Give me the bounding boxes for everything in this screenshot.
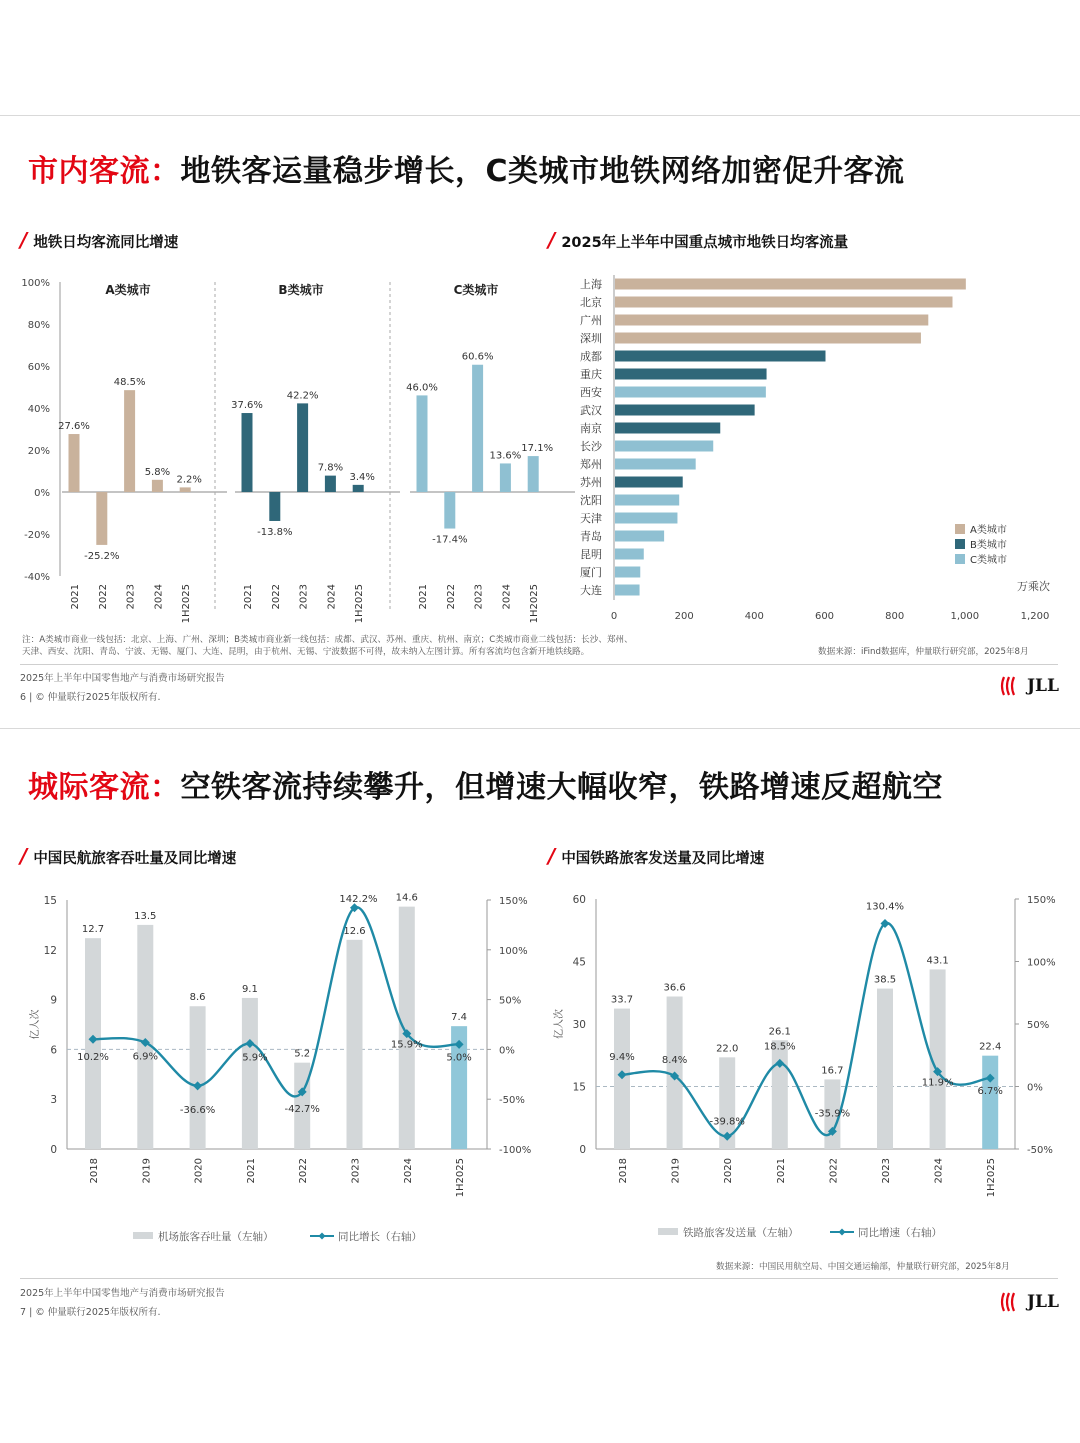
bar [500, 463, 511, 492]
x-tick-label: 2024 [326, 584, 338, 610]
city-label: 沈阳 [580, 494, 602, 507]
bar [982, 1056, 998, 1149]
bar [399, 907, 415, 1149]
x-tick-label: 1H2025 [354, 584, 366, 624]
legend-line-label: 同比增速（右轴） [858, 1227, 942, 1239]
bar [353, 485, 364, 492]
bar [615, 495, 679, 506]
right-tick-label: 50% [1027, 1020, 1050, 1031]
legend-line-label: 同比增长（右轴） [338, 1231, 422, 1243]
y-tick-label: 0% [34, 488, 50, 499]
bar [297, 403, 308, 492]
bar-value-label: 13.5 [134, 910, 157, 922]
x-tick-label: 2018 [618, 1158, 629, 1184]
line-value-label: 18.5% [763, 1041, 796, 1053]
bar [269, 492, 280, 521]
page1-source: 数据来源：iFind数据库，仲量联行研究部，2025年8月 [818, 647, 1029, 657]
bar [615, 405, 755, 416]
bar [472, 365, 483, 492]
line-value-label: 9.4% [609, 1051, 635, 1063]
data-label: 37.6% [231, 400, 263, 412]
railway-title-text: 中国铁路旅客发送量及同比增速 [561, 851, 765, 867]
x-tick-label: 2024 [501, 584, 513, 610]
legend-bar-label: 铁路旅客发送量（左轴） [683, 1227, 799, 1239]
data-label: 3.4% [349, 471, 375, 483]
x-tick-label: 1H2025 [455, 1158, 467, 1198]
x-tick-label: 2019 [141, 1158, 153, 1184]
railway-chart-title [548, 844, 764, 868]
page2-title [28, 762, 943, 806]
right-tick-label: -100% [499, 1145, 532, 1156]
y-axis-title: 亿人次 [554, 1009, 565, 1039]
bar [190, 1006, 206, 1149]
bar [124, 390, 135, 492]
bar-value-label: 26.1 [768, 1026, 791, 1038]
x-tick-label: 200 [674, 611, 694, 622]
metro-growth-title-text: 地铁日均客流同比增速 [33, 235, 179, 251]
bar [615, 441, 713, 452]
bar [615, 369, 767, 380]
x-tick-label: 1H2025 [181, 584, 193, 624]
bar-value-label: 38.5 [873, 974, 897, 986]
y-tick-label: 60% [27, 362, 50, 373]
x-tick-label: 1,200 [1020, 611, 1050, 622]
bar [615, 531, 664, 542]
bar [180, 487, 191, 492]
bar [615, 279, 966, 290]
x-tick-label: 0 [610, 611, 618, 622]
x-tick-label: 1,000 [950, 611, 980, 622]
x-tick-label: 2024 [153, 584, 165, 610]
bar [772, 1040, 788, 1149]
city-label: 成都 [580, 350, 602, 363]
bar-value-label: 12.6 [343, 925, 366, 937]
bar [242, 413, 253, 492]
page2-footer-divider [20, 1278, 1058, 1279]
metro-volume-chart [545, 265, 1065, 630]
bar-value-label: 36.6 [663, 982, 686, 994]
bar-value-label: 9.1 [241, 983, 258, 995]
data-label: 48.5% [113, 377, 146, 389]
city-label: 南京 [580, 422, 602, 435]
y-tick-label: 20% [27, 446, 50, 457]
left-tick-label: 45 [572, 956, 586, 969]
data-label: -25.2% [84, 550, 120, 562]
line-value-label: -35.9% [814, 1108, 851, 1120]
page-separator [0, 728, 1080, 729]
bar [615, 423, 720, 434]
x-tick-label: 2022 [828, 1158, 840, 1184]
slash-icon: / [20, 228, 28, 252]
bar-value-label: 8.6 [189, 992, 206, 1004]
page2-source: 数据来源：中国民用航空局、中国交通运输部，仲量联行研究部，2025年8月 [716, 1262, 1010, 1272]
page1-top-divider [0, 115, 1080, 116]
x-tick-label: 2018 [89, 1158, 100, 1184]
bar [137, 925, 153, 1149]
x-tick-label: 2024 [933, 1158, 945, 1184]
data-label: 5.8% [144, 466, 171, 478]
data-label: 17.1% [521, 443, 554, 455]
line-value-label: 11.9% [921, 1077, 954, 1089]
right-tick-label: 50% [499, 995, 522, 1007]
y-tick-label: 100% [21, 278, 50, 289]
x-tick-label: 2022 [97, 584, 109, 610]
data-label: 42.2% [286, 390, 319, 402]
x-tick-label: 2023 [298, 584, 310, 610]
x-tick-label: 2024 [402, 1158, 414, 1184]
bar [615, 459, 696, 470]
x-tick-label: 2023 [350, 1158, 362, 1184]
panel-title: C类城市 [453, 283, 499, 297]
bar [615, 585, 640, 596]
city-label: 深圳 [580, 332, 602, 345]
bar [615, 351, 826, 362]
left-tick-label: 6 [50, 1044, 57, 1057]
slash-icon: / [20, 844, 28, 868]
bar-value-label: 12.7 [81, 924, 105, 936]
left-tick-label: 15 [572, 1081, 586, 1094]
data-label: 27.6% [58, 421, 90, 433]
legend-label: B类城市 [970, 540, 1007, 551]
page1-note-line1: 注：A类城市商业一线包括：北京、上海、广州、深圳；B类城市商业新一线包括：成都、武汉、苏州、重庆、杭州、南京；C类城市商业二线包括：长沙、郑州、 [22, 635, 633, 645]
city-label: 昆明 [580, 548, 602, 561]
city-label: 郑州 [580, 458, 602, 471]
legend-label: A类城市 [970, 525, 1007, 536]
legend-bar-swatch [133, 1232, 153, 1239]
data-label: 7.8% [317, 462, 344, 474]
legend-bar-label: 机场旅客吞吐量（左轴） [158, 1231, 274, 1243]
line-value-label: 142.2% [339, 893, 378, 905]
city-label: 上海 [580, 278, 602, 291]
bar-value-label: 5.2 [294, 1048, 311, 1060]
x-tick-label: 2021 [245, 1158, 257, 1184]
line-value-label: 10.2% [77, 1052, 109, 1064]
bar-value-label: 22.4 [979, 1041, 1002, 1053]
metro-growth-chart-title [20, 228, 178, 252]
bar [152, 480, 163, 492]
x-tick-label: 2022 [445, 584, 457, 610]
city-label: 武汉 [580, 404, 602, 417]
panel-title: B类城市 [278, 283, 324, 297]
right-tick-label: 0% [499, 1045, 515, 1057]
city-label: 青岛 [580, 530, 602, 543]
bar [615, 333, 921, 344]
right-tick-label: 150% [1027, 895, 1056, 906]
data-label: 60.6% [461, 351, 494, 363]
page2-title-text: 空铁客流持续攀升，但增速大幅收窄，铁路增速反超航空 [180, 770, 943, 805]
page2-jll-logo [1000, 1291, 1059, 1313]
line-value-label: 8.4% [661, 1055, 688, 1066]
page1-jll-logo [1000, 675, 1059, 697]
x-tick-label: 2023 [473, 584, 485, 610]
bar [615, 567, 640, 578]
page1-title-highlight: 市内客流： [28, 154, 181, 189]
bar [615, 513, 677, 524]
y-axis-title: 亿人次 [30, 1009, 41, 1040]
bar [347, 940, 363, 1149]
bar-value-label: 22.0 [716, 1043, 739, 1055]
bar [615, 477, 683, 488]
data-label: -17.4% [432, 534, 468, 546]
metro-volume-chart-title [548, 228, 848, 252]
left-tick-label: 15 [43, 895, 57, 907]
unit-label: 万乘次 [1017, 580, 1050, 593]
legend-bar-swatch [658, 1228, 678, 1235]
left-tick-label: 0 [579, 1144, 586, 1156]
page2-footer-report: 2025年上半年中国零售地产与消费市场研究报告 [20, 1288, 225, 1299]
bar [444, 492, 455, 529]
legend-swatch [955, 524, 965, 534]
right-tick-label: 100% [499, 945, 528, 957]
x-tick-label: 2021 [775, 1158, 787, 1184]
x-tick-label: 2021 [418, 584, 429, 610]
city-label: 北京 [580, 296, 602, 309]
page1-footer-divider [20, 664, 1058, 665]
legend-swatch [955, 539, 965, 549]
line-value-label: 15.9% [390, 1039, 423, 1051]
x-tick-label: 400 [744, 611, 764, 622]
page1-footer-copyright: 6 | © 仲量联行2025年版权所有. [20, 692, 161, 703]
x-tick-label: 2023 [125, 584, 137, 610]
city-label: 天津 [580, 512, 602, 525]
line-value-label: -36.6% [179, 1104, 216, 1116]
y-tick-label: -20% [24, 530, 50, 541]
left-tick-label: 0 [50, 1144, 57, 1156]
page1-logo-text: JLL [1027, 676, 1059, 696]
y-tick-label: 40% [27, 404, 50, 415]
bar [528, 456, 539, 492]
legend-label: C类城市 [970, 555, 1007, 566]
x-tick-label: 2021 [70, 584, 81, 610]
bar [69, 434, 80, 492]
aviation-chart [0, 880, 545, 1255]
page1-title [28, 146, 905, 190]
y-tick-label: -40% [24, 572, 50, 583]
right-tick-label: 150% [499, 896, 528, 907]
bar [615, 549, 644, 560]
line-value-label: 130.4% [865, 901, 905, 913]
city-label: 大连 [580, 584, 602, 597]
legend-line-marker [839, 1229, 846, 1236]
city-label: 西安 [580, 386, 602, 399]
city-label: 苏州 [580, 476, 602, 489]
line-value-label: 6.7% [977, 1086, 1003, 1098]
x-tick-label: 600 [814, 611, 835, 622]
legend-swatch [955, 554, 965, 564]
bar [325, 476, 336, 492]
x-tick-label: 2019 [670, 1158, 682, 1184]
right-tick-label: -50% [499, 1095, 525, 1107]
jll-logo-icon [1000, 675, 1024, 697]
right-tick-label: -50% [1027, 1145, 1053, 1156]
x-tick-label: 2020 [193, 1158, 205, 1184]
y-tick-label: 80% [27, 320, 50, 331]
x-tick-label: 1H2025 [986, 1158, 998, 1198]
bar [615, 315, 928, 326]
data-label: 46.0% [406, 382, 438, 394]
metro-growth-chart [0, 265, 554, 625]
bar [96, 492, 107, 545]
right-tick-label: 100% [1027, 957, 1056, 969]
page1-note [22, 634, 633, 658]
line-value-label: 5.0% [446, 1052, 472, 1064]
page2-title-highlight: 城际客流： [28, 770, 181, 805]
page1-title-text: 地铁客运量稳步增长，C类城市地铁网络加密促升客流 [180, 154, 905, 189]
left-tick-label: 30 [572, 1019, 586, 1031]
bar-value-label: 33.7 [610, 994, 634, 1006]
city-label: 重庆 [580, 368, 602, 381]
x-tick-label: 2023 [881, 1158, 892, 1184]
left-tick-label: 60 [572, 894, 586, 906]
bar [615, 387, 766, 398]
page2-logo-text: JLL [1027, 1292, 1059, 1312]
line-value-label: -42.7% [284, 1103, 320, 1115]
left-tick-label: 12 [43, 944, 57, 957]
left-tick-label: 9 [50, 994, 57, 1007]
aviation-title-text: 中国民航旅客吞吐量及同比增速 [33, 851, 237, 867]
x-tick-label: 2021 [243, 584, 254, 610]
slash-icon: / [548, 844, 556, 868]
x-tick-label: 1H2025 [529, 584, 541, 624]
data-label: 13.6% [489, 450, 522, 462]
line-value-label: -39.8% [709, 1116, 745, 1128]
page1-note-line2: 天津、西安、沈阳、青岛、宁波、无锡、厦门、大连、昆明，由于杭州、无锡、宁波数据不可得，故未纳入左图计算。所有客流均包含新开地铁线路。 [22, 647, 590, 657]
bar-value-label: 16.7 [821, 1065, 844, 1077]
left-tick-label: 3 [50, 1094, 57, 1107]
bar [877, 989, 893, 1149]
city-label: 厦门 [580, 566, 602, 579]
city-label: 长沙 [580, 440, 602, 453]
x-tick-label: 800 [885, 611, 905, 622]
bar-value-label: 14.6 [395, 892, 418, 904]
line-value-label: 5.9% [242, 1052, 268, 1064]
legend-line-marker [319, 1233, 326, 1240]
x-tick-label: 2022 [298, 1158, 310, 1184]
line-value-label: 6.9% [132, 1051, 159, 1063]
slash-icon: / [548, 228, 556, 252]
city-label: 广州 [580, 314, 602, 327]
bar [417, 395, 428, 492]
jll-logo-icon [1000, 1291, 1024, 1313]
metro-volume-title-text: 2025年上半年中国重点城市地铁日均客流量 [561, 235, 849, 251]
bar [242, 998, 258, 1149]
x-tick-label: 2020 [723, 1158, 735, 1184]
page1-footer-report: 2025年上半年中国零售地产与消费市场研究报告 [20, 673, 225, 684]
bar-value-label: 7.4 [451, 1012, 468, 1024]
bar [615, 297, 953, 308]
data-label: 2.2% [176, 474, 202, 486]
panel-title: A类城市 [105, 283, 151, 297]
data-label: -13.8% [257, 526, 293, 538]
bar-value-label: 43.1 [926, 955, 949, 967]
railway-chart [540, 880, 1070, 1255]
x-tick-label: 2022 [270, 584, 282, 610]
page2-footer-copyright: 7 | © 仲量联行2025年版权所有. [20, 1307, 161, 1318]
aviation-chart-title [20, 844, 236, 868]
right-tick-label: 0% [1027, 1082, 1043, 1094]
